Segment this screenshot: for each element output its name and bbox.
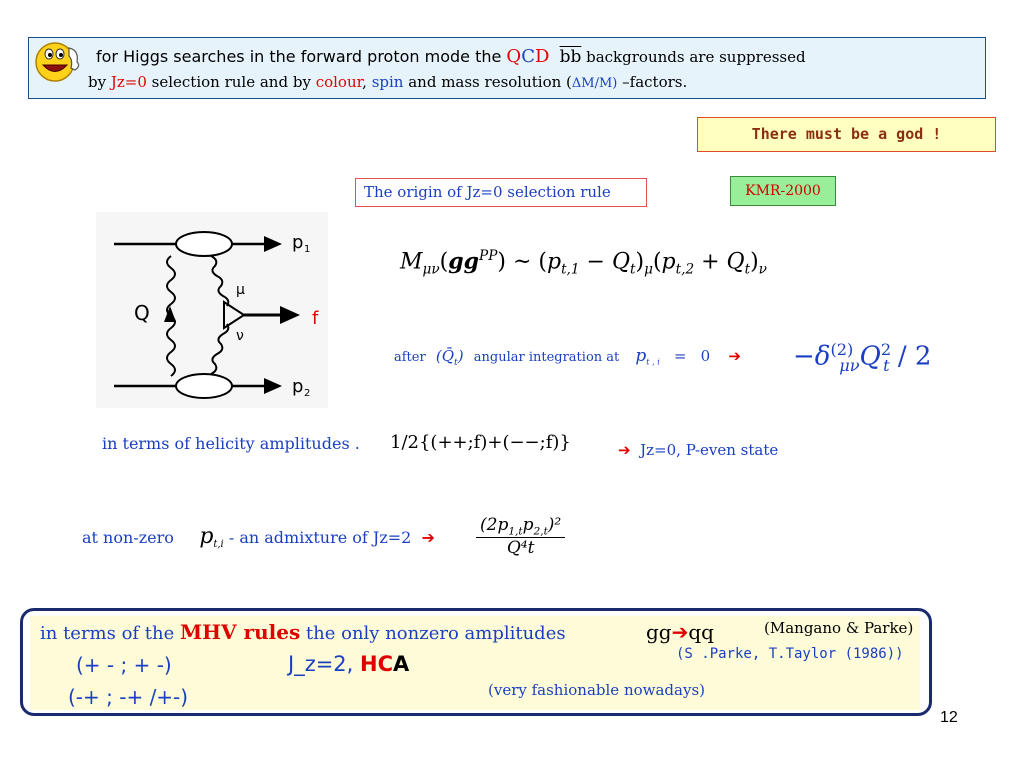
nu-label: ν [236,328,244,344]
header-line-2: by Jz=0 selection rule and by colour, spin and mass resolution (ΔM/M) –factors. [88,73,688,91]
helicity-text: in terms of helicity amplitudes . [102,434,360,453]
jz0-result: ➔ Jz=0, P-even state [618,441,779,459]
gg-qq-label: gg➔qq [646,620,714,644]
feynman-diagram [96,212,328,408]
main-formula: $M_{\mu\nu}(gg^{PP})$ ~ $(p_{t,1} - Q_t)_\mu(p_{t,2} + Q_t)_\nu$ [400,248,767,278]
p2-label: p [292,376,304,397]
p1-label: p [292,232,304,253]
helicity-formula: 1/2{(++;f)+(−−;f)} [390,432,571,453]
origin-label: The origin of Jz=0 selection rule [355,178,647,207]
parke-reference: (S .Parke, T.Taylor (1986)) [676,646,904,662]
mangano-reference: (Mangano & Parke) [764,619,914,637]
f-label: f [312,308,319,329]
Q-label: Q [134,301,150,325]
admixture-fraction: $\frac{(2p_{1,t}p_{2,t})^2}{\text{Q⁴t}}$ [476,515,565,558]
kmr-reference: KMR-2000 [730,176,836,206]
smiley-face-icon [33,38,89,84]
god-callout: There must be a god ! [697,117,996,152]
p2-sub: 2 [304,388,311,399]
p1-sub: 1 [304,244,311,255]
header-line-1: for Higgs searches in the forward proton mode the QCD $\overline{bb}$ backgrounds are suppressed [96,46,806,67]
fashionable-note: (very fashionable nowadays) [488,681,705,699]
mu-label: μ [236,282,245,298]
angular-result-formula: $-\delta^{(2)}_{\mu\nu}Q^2_t / 2$ [793,340,932,375]
mhv-line-1: in terms of the MHV rules the only nonzero amplitudes [40,620,566,644]
page-number: 12 [940,709,958,726]
nonzero-row: at non-zero $p_{t,i}$ - an admixture of Jz=2 ➔ [82,524,435,551]
amplitude-2: (-+ ; -+ /+-) [68,685,189,709]
jz2-hca: J_z=2, HCA [288,652,410,676]
after-integration-row: after $(Q̄_t)$ angular integration at $p_{t , i} = 0$ ➔ [394,346,741,368]
amplitude-1: (+ - ; + -) [76,653,172,677]
